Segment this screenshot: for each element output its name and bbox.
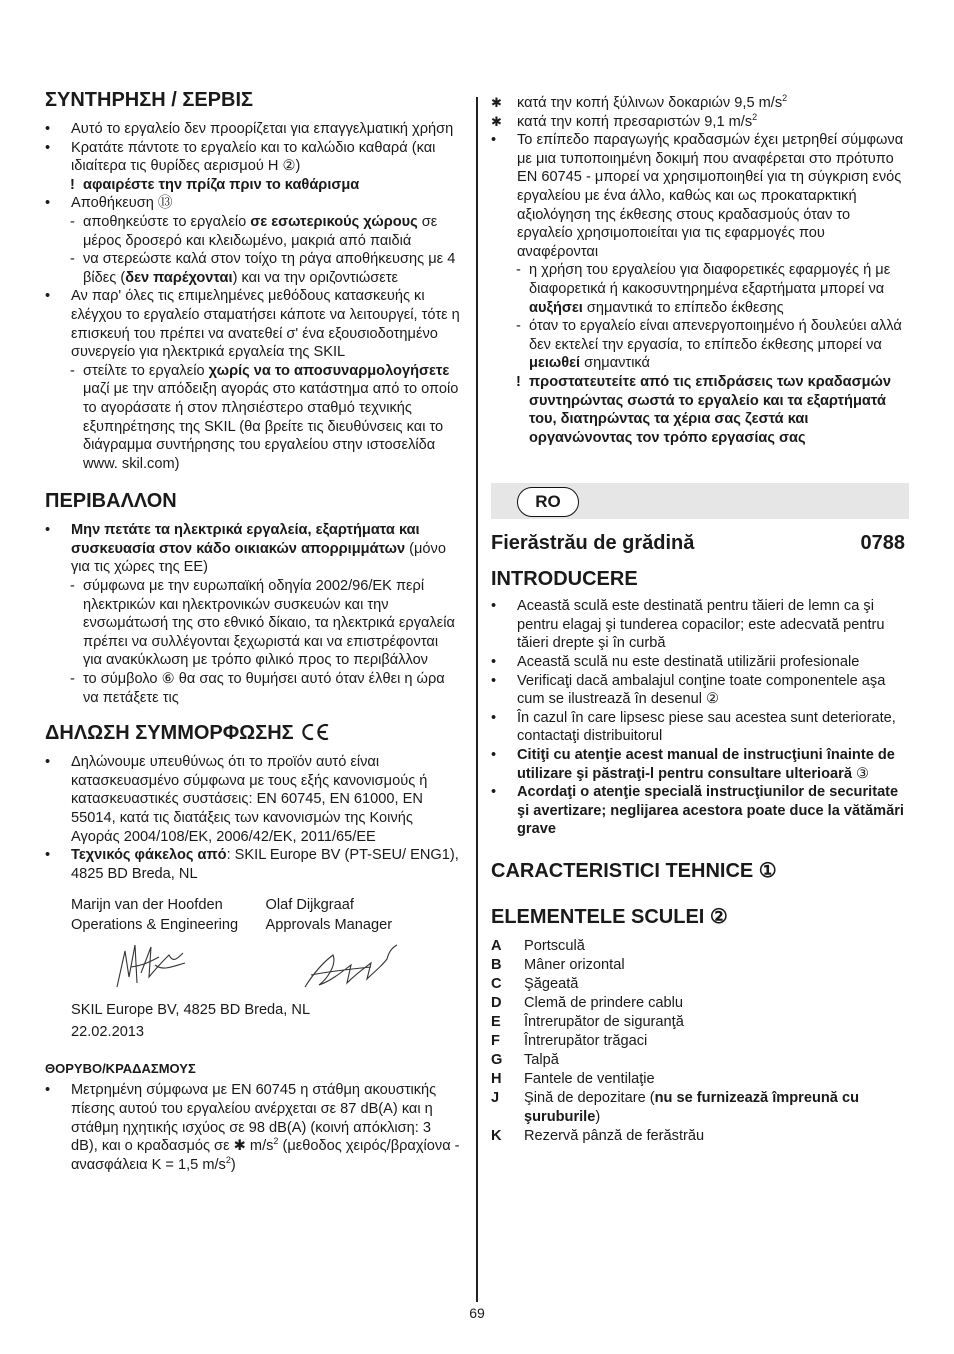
vibration-bullet: • Το επίπεδο παραγωγής κραδασμών έχει μετρηθεί σύμφωνα με μια τυποποιημένη δοκιμή που αναφέρεται στο πρότυπο EN 60745 - μπορεί να χρησιμοποιηθεί για τη σύγκριση ενός εργαλείου με ένα άλλο, καθώς και ως προκαταρκτική αξιολόγηση της έκθεσης στους κραδασμούς όταν το εργαλείο χρησιμοποιείται για τις εφαρμογές που αναφέρονται: [491, 131, 909, 261]
service-bullet-1: • Αυτό το εργαλείο δεν προορίζεται για επαγγελματική χρήση: [45, 120, 460, 139]
vibration-sub-2: - όταν το εργαλείο είναι απενεργοποιημένο ή δουλεύει αλλά δεν εκτελεί την εργασία, το επίπεδο έκθεσης μπορεί να μειωθεί σημαντικά: [491, 317, 909, 373]
env-sub-1: - σύμφωνα με την ευρωπαϊκή οδηγία 2002/96/ΕΚ περί ηλεκτρικών και ηλεκτρονικών συσκευών και την ενσωμάτωσή της στο εθνικό δίκαιο, τα ηλεκτρικά εργαλεία πρέπει να συλλέγονται ξεχωριστά και να επιστρέφονται για ανακύκλωση με τρόπο φιλικό προς το περιβάλλον: [45, 577, 460, 670]
vibration-star-1: ✱ κατά την κοπή ξύλινων δοκαριών 9,5 $m/s^2$: [491, 94, 909, 113]
environment-heading: ΠΕΡΙΒΑΛΛΟΝ: [45, 490, 177, 513]
decl-bullet-1: • Δηλώνουμε υπευθύνως ότι το προϊόν αυτό είναι κατασκευασμένο σύμφωνα με τους εξής κανονισμούς ή κατασκευαστικές συστάσεις: EN 60745, EN 61000, EN 55014, κατά τις διατάξεις των κανονισμών της Κοινής Αγοράς 2004/108/ΕΚ, 2006/42/ΕΚ, 2011/65/ΕΕ: [45, 753, 460, 846]
signature-2-image: [301, 941, 401, 993]
env-bullet-1: • Μην πετάτε τα ηλεκτρικά εργαλεία, εξαρτήματα και συσκευασία στον κάδο οικιακών απορριμμάτων (μόνο για τις χώρες της ΕΕ): [45, 521, 460, 577]
part-item: C Şăgeată: [491, 976, 579, 992]
signatory-2-role: Approvals Manager: [265, 917, 393, 934]
part-item: H Fantele de ventilaţie: [491, 1071, 655, 1087]
elements-heading: ELEMENTELE SCULEI ②: [491, 906, 728, 928]
column-divider: [476, 97, 478, 1302]
intro-bullet-4: • În cazul în care lipsesc piese sau acestea sunt deteriorate, contactaţi distribuitorul: [491, 709, 909, 746]
language-bar: [491, 483, 909, 519]
part-item: G Talpă: [491, 1052, 559, 1068]
noise-heading: ΘΟΡΥΒΟ/ΚΡΑΔΑΣΜΟΥΣ: [45, 1061, 196, 1077]
left-column: [45, 88, 460, 1174]
part-item: K Rezervă pânză de ferăstrău: [491, 1128, 705, 1144]
signature-1-image: [111, 937, 191, 995]
company-address: SKIL Europe BV, 4825 BD Breda, NL: [71, 1002, 311, 1019]
language-badge: RO: [517, 487, 579, 517]
ce-mark-icon: [301, 723, 331, 741]
env-sub-2: - το σύμβολο ⑥ θα σας το θυμήσει αυτό όταν έλθει η ώρα να πετάξετε τις: [45, 670, 460, 707]
service-sub-1: - αποθηκεύστε το εργαλείο σε εσωτερικούς χώρους σε μέρος δροσερό και κλειδωμένο, μακριά από παιδιά: [45, 213, 460, 250]
part-item: A Portsculă: [491, 938, 585, 954]
service-sub-3: - στείλτε το εργαλείο χωρίς να το αποσυναρμολογήσετε μαζί με την απόδειξη αγοράς στο κατάστημα από το οποίο το αγοράσατε ή στον πλησιέστερο σταθμό τεχνικής εξυπηρέτησης της SKIL (θα βρείτε τις διευθύνσεις και το διάγραμμα συντήρησης του εργαλείου στην ιστοσελίδα www. skil.com): [45, 362, 460, 474]
declaration-date: 22.02.2013: [71, 1024, 145, 1041]
parts-list: [491, 937, 909, 1146]
service-heading: ΣΥΝΤΗΡΗΣΗ / ΣΕΡΒΙΣ: [45, 89, 254, 111]
service-warning: ! αφαιρέστε την πρίζα πριν το καθάρισμα: [45, 176, 460, 195]
service-bullet-2: • Κρατάτε πάντοτε το εργαλείο και το καλώδιο καθαρά (και ιδιαίτερα τις θυρίδες αερισμού H ②): [45, 139, 460, 176]
noise-bullet-1: • Μετρημένη σύμφωνα με EN 60745 η στάθμη ακουστικής πίεσης αυτού του εργαλείου ανέρχεται σε 87 dB(A) και η στάθμη ηχητικής ισχύος σε 98 dB(A) (κοινή απόκλιση: 3 dB), και ο κραδασμός σε ✱ $m/s^2$ (μεθοδος χειρός/βραχίονα - ανασφάλεια K = 1,5 $m/s^2$): [45, 1081, 460, 1174]
part-item: F Întrerupător trăgaci: [491, 1033, 648, 1049]
signatory-1-name: Marijn van der Hoofden: [71, 897, 223, 914]
product-title-row: [491, 531, 909, 555]
vibration-warning: ! προστατευτείτε από τις επιδράσεις των κραδασμών συντηρώντας σωστά το εργαλείο και τα εξαρτήματά του, διατηρώντας τα χέρια σας ζεστά και οργανώνοντας τον τρόπο εργασίας σας: [491, 373, 909, 447]
vibration-sub-1: - η χρήση του εργαλείου για διαφορετικές εφαρμογές ή με διαφορετικά ή κακοσυντηρημένα εξαρτήματα μπορεί να αυξήσει σημαντικά το επίπεδο έκθεσης: [491, 261, 909, 317]
intro-bullet-3: • Verificaţi dacă ambalajul conţine toate componentele aşa cum se ilustrează în desenul ②: [491, 672, 909, 709]
intro-heading: INTRODUCERE: [491, 568, 638, 591]
service-bullet-4: • Αν παρ' όλες τις επιμελημένες μεθόδους κατασκευής κι ελέγχου το εργαλείο σταματήσει κάποτε να λειτουργεί, τότε η επισκευή του πρέπει να ανατεθεί σ' ένα εξουσιοδοτημένο συνεργείο για ηλεκτρικά εργαλεία της SKIL: [45, 287, 460, 361]
part-item: D Clemă de prindere cablu: [491, 995, 683, 1011]
signatory-1-role: Operations & Engineering: [71, 917, 239, 934]
right-column: [491, 94, 909, 1146]
page-number: 69: [469, 1305, 485, 1321]
intro-bullet-1: • Această sculă este destinată pentru tăieri de lemn ca şi pentru elagaj şi tunderea copacilor; este adecvată pentru tăieri drepte şi în curbă: [491, 597, 909, 653]
product-title: Fierăstrău de grădină: [491, 532, 695, 555]
declaration-heading: ΔΗΛΩΣΗ ΣΥΜΜΟΡΦΩΣΗΣ: [45, 721, 460, 745]
service-sub-2: - να στερεώστε καλά στον τοίχο τη ράγα αποθήκευσης με 4 βίδες (δεν παρέχονται) και να την οριζοντιώσετε: [45, 250, 460, 287]
decl-bullet-2: • Τεχνικός φάκελος από: SKIL Europe BV (PT-SEU/ ENG1), 4825 BD Breda, NL: [45, 846, 460, 883]
service-bullet-3: • Αποθήκευση ⑬: [45, 194, 460, 213]
part-item: E Întrerupător de siguranţă: [491, 1014, 684, 1030]
signatory-2-name: Olaf Dijkgraaf: [265, 897, 354, 914]
part-item: J Şină de depozitare (nu se furnizează împreună cu şuruburile): [491, 1090, 859, 1125]
tech-heading: CARACTERISTICI TEHNICE ①: [491, 860, 777, 882]
vibration-star-2: ✱ κατά την κοπή πρεσαριστών 9,1 $m/s^2$: [491, 113, 909, 132]
intro-bullet-5: • Citiţi cu atenţie acest manual de instrucţiuni înainte de utilizare şi păstraţi-l pentru consultare ulterioară ③: [491, 746, 909, 783]
part-item: B Mâner orizontal: [491, 957, 625, 973]
intro-bullet-6: • Acordaţi o atenţie specială instrucţiunilor de securitate şi avertizare; neglijarea acestora poate duce la vătămări grave: [491, 783, 909, 839]
intro-bullet-2: • Această sculă nu este destinată utilizării profesionale: [491, 653, 909, 672]
signatures: [71, 935, 460, 999]
product-model: 0788: [860, 532, 905, 555]
signatories: [71, 895, 460, 935]
